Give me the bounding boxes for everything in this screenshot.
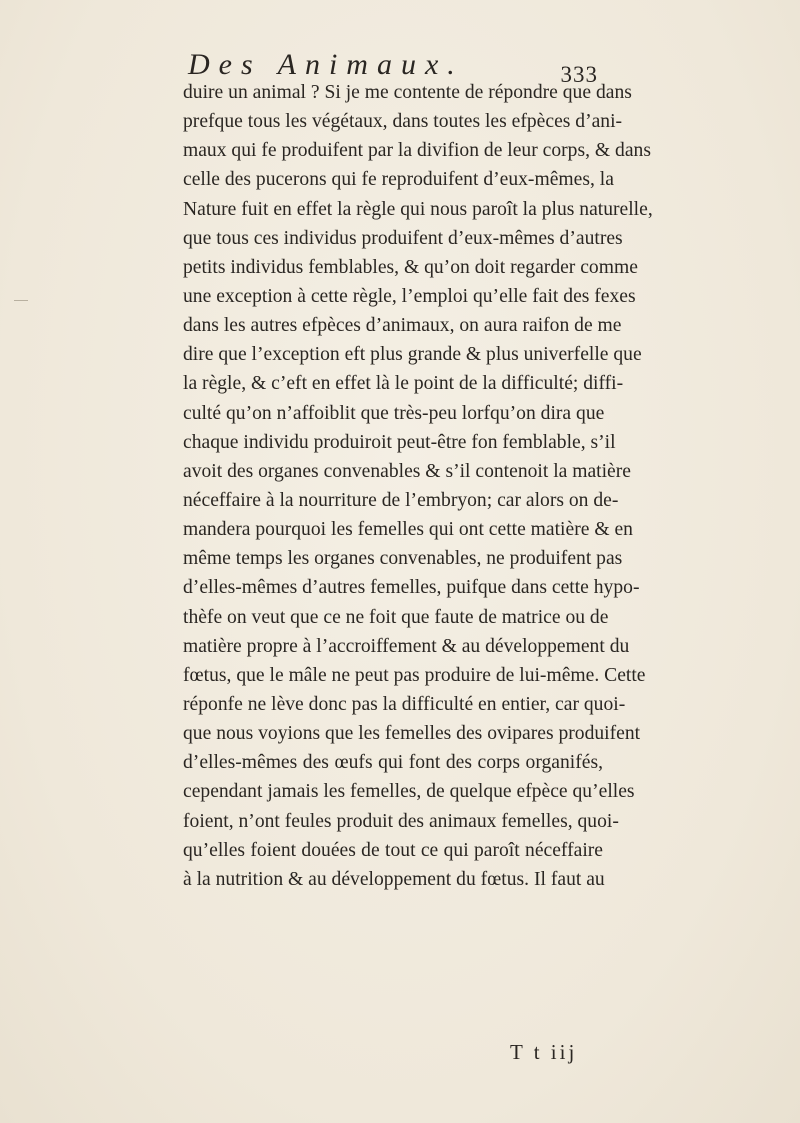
text-line: cependant jamais les femelles, de quelque efpèce qu’elles [183,781,635,803]
text-line: celle des pucerons qui fe reproduifent d’eux-mêmes, la [183,169,614,191]
text-line: néceffaire à la nourriture de l’embryon; car alors on de- [183,489,619,511]
text-line: dans les autres efpèces d’animaux, on aura raifon de me [183,315,622,337]
text-line: une exception à cette règle, l’emploi qu’elle fait des fexes [183,285,636,307]
text-line: dire que l’exception eft plus grande & plus univerfelle que [183,344,642,366]
text-line: que nous voyions que les femelles des ovipares produifent [183,723,641,745]
text-line: avoit des organes convenables & s’il contenoit la matière [183,460,631,482]
text-line: réponfe ne lève donc pas la difficulté en entier, car quoi- [183,693,626,715]
text-line: même temps les organes convenables, ne produifent pas [183,548,623,570]
text-line: Nature fuit en effet la règle qui nous paroît la plus naturelle, [183,198,653,220]
running-title: Des Animaux. [188,48,464,81]
text-line: à la nutrition & au développement du fœtus. Il faut au [183,868,605,890]
text-line: fœtus, que le mâle ne peut pas produire de lui-même. Cette [183,664,646,686]
text-line: d’elles-mêmes des œufs qui font des corps organifés, [183,752,603,774]
text-line: thèfe on veut que ce ne foit que faute de matrice ou de [183,606,609,628]
signature-mark: T t iij [510,1040,578,1064]
text-line: culté qu’on n’affoiblit que très-peu lorfqu’on dira que [183,402,605,424]
text-line: qu’elles foient douées de tout ce qui paroît néceffaire [183,839,603,861]
text-line: duire un animal ? Si je me contente de répondre que dans [183,82,632,103]
page-number: 333 [560,62,598,87]
text-line: chaque individu produiroit peut-être fon femblable, s’il [183,431,616,453]
text-line: petits individus femblables, & qu’on doit regarder comme [183,256,638,278]
text-line: d’elles-mêmes d’autres femelles, puifque dans cette hypo- [183,577,640,599]
body-text [183,78,653,894]
margin-mark [14,300,28,301]
text-line: foient, n’ont feules produit des animaux femelles, quoi- [183,810,619,832]
text-line: matière propre à l’accroiffement & au développement du [183,635,630,657]
text-line: que tous ces individus produifent d’eux-mêmes d’autres [183,227,623,249]
text-line: prefque tous les végétaux, dans toutes les efpèces d’ani- [183,111,623,133]
text-line: maux qui fe produifent par la divifion de leur corps, & dans [183,140,651,162]
text-line: mandera pourquoi les femelles qui ont cette matière & en [183,519,633,541]
text-line: la règle, & c’eft en effet là le point de la difficulté; diffi- [183,373,624,395]
